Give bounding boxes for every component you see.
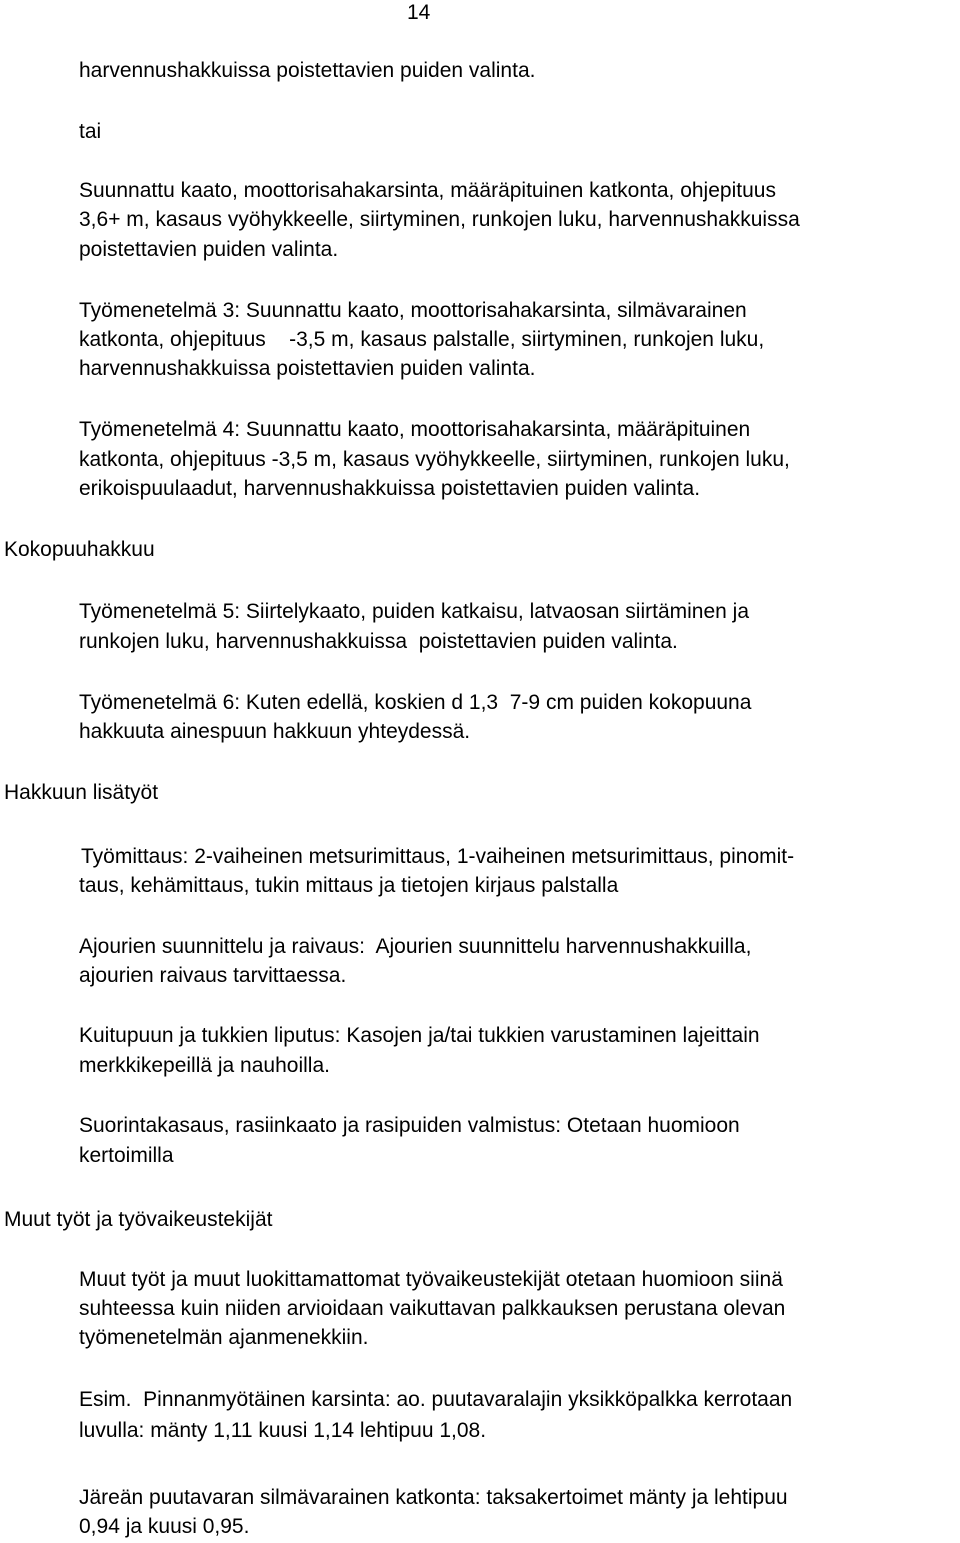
paragraph-line: Muut työt ja muut luokittamattomat työvaikeustekijät otetaan huomioon siinä xyxy=(79,1268,783,1291)
paragraph-line: luvulla: mänty 1,11 kuusi 1,14 lehtipuu 1,08. xyxy=(79,1419,487,1442)
paragraph-line: ajourien raivaus tarvittaessa. xyxy=(79,964,347,987)
section-heading: Hakkuun lisätyöt xyxy=(4,781,159,804)
paragraph-line: Työmittaus: 2-vaiheinen metsurimittaus, 1-vaiheinen metsurimittaus, pinomit- xyxy=(81,845,795,868)
paragraph-line: 0,94 ja kuusi 0,95. xyxy=(79,1515,250,1538)
paragraph-line: Työmenetelmä 3: Suunnattu kaato, moottorisahakarsinta, silmävarainen xyxy=(79,299,747,322)
paragraph-line: harvennushakkuissa poistettavien puiden valinta. xyxy=(79,357,536,380)
page-number: 14 xyxy=(407,1,431,24)
paragraph-line: 3,6+ m, kasaus vyöhykkeelle, siirtyminen, runkojen luku, harvennushakkuissa xyxy=(79,208,800,231)
paragraph-line: Työmenetelmä 4: Suunnattu kaato, moottorisahakarsinta, määräpituinen xyxy=(79,418,751,441)
paragraph-line: katkonta, ohjepituus -3,5 m, kasaus vyöhykkeelle, siirtyminen, runkojen luku, xyxy=(79,448,790,471)
paragraph-line: Kuitupuun ja tukkien liputus: Kasojen ja/tai tukkien varustaminen lajeittain xyxy=(79,1024,760,1047)
paragraph-line: Suorintakasaus, rasiinkaato ja rasipuiden valmistus: Otetaan huomioon xyxy=(79,1114,740,1137)
paragraph-line: erikoispuulaadut, harvennushakkuissa poistettavien puiden valinta. xyxy=(79,477,701,500)
paragraph-line: kertoimilla xyxy=(79,1144,174,1167)
paragraph-line: katkonta, ohjepituus -3,5 m, kasaus palstalle, siirtyminen, runkojen luku, xyxy=(79,328,765,351)
paragraph-line: harvennushakkuissa poistettavien puiden valinta. xyxy=(79,59,536,82)
paragraph-line: taus, kehämittaus, tukin mittaus ja tietojen kirjaus palstalla xyxy=(79,874,619,897)
paragraph-line: Suunnattu kaato, moottorisahakarsinta, määräpituinen katkonta, ohjepituus xyxy=(79,179,776,202)
paragraph-line: runkojen luku, harvennushakkuissa poistettavien puiden valinta. xyxy=(79,630,678,653)
paragraph-line: suhteessa kuin niiden arvioidaan vaikuttavan palkkauksen perustana olevan xyxy=(79,1297,786,1320)
paragraph-line: Järeän puutavaran silmävarainen katkonta: taksakertoimet mänty ja lehtipuu xyxy=(79,1486,788,1509)
paragraph-line: hakkuuta ainespuun hakkuun yhteydessä. xyxy=(79,720,471,743)
paragraph-line: Työmenetelmä 5: Siirtelykaato, puiden katkaisu, latvaosan siirtäminen ja xyxy=(79,600,750,623)
paragraph-line: poistettavien puiden valinta. xyxy=(79,238,339,261)
paragraph-line: työmenetelmän ajanmenekkiin. xyxy=(79,1326,369,1349)
paragraph-line: merkkikepeillä ja nauhoilla. xyxy=(79,1054,330,1077)
paragraph-line: Esim. Pinnanmyötäinen karsinta: ao. puutavaralajin yksikköpalkka kerrotaan xyxy=(79,1388,793,1411)
paragraph-line: Ajourien suunnittelu ja raivaus: Ajourien suunnittelu harvennushakkuilla, xyxy=(79,935,752,958)
paragraph-line: tai xyxy=(79,120,102,143)
paragraph-line: Työmenetelmä 6: Kuten edellä, koskien d 1,3 7-9 cm puiden kokopuuna xyxy=(79,691,752,714)
section-heading: Kokopuuhakkuu xyxy=(4,538,155,561)
section-heading: Muut työt ja työvaikeustekijät xyxy=(4,1208,273,1231)
